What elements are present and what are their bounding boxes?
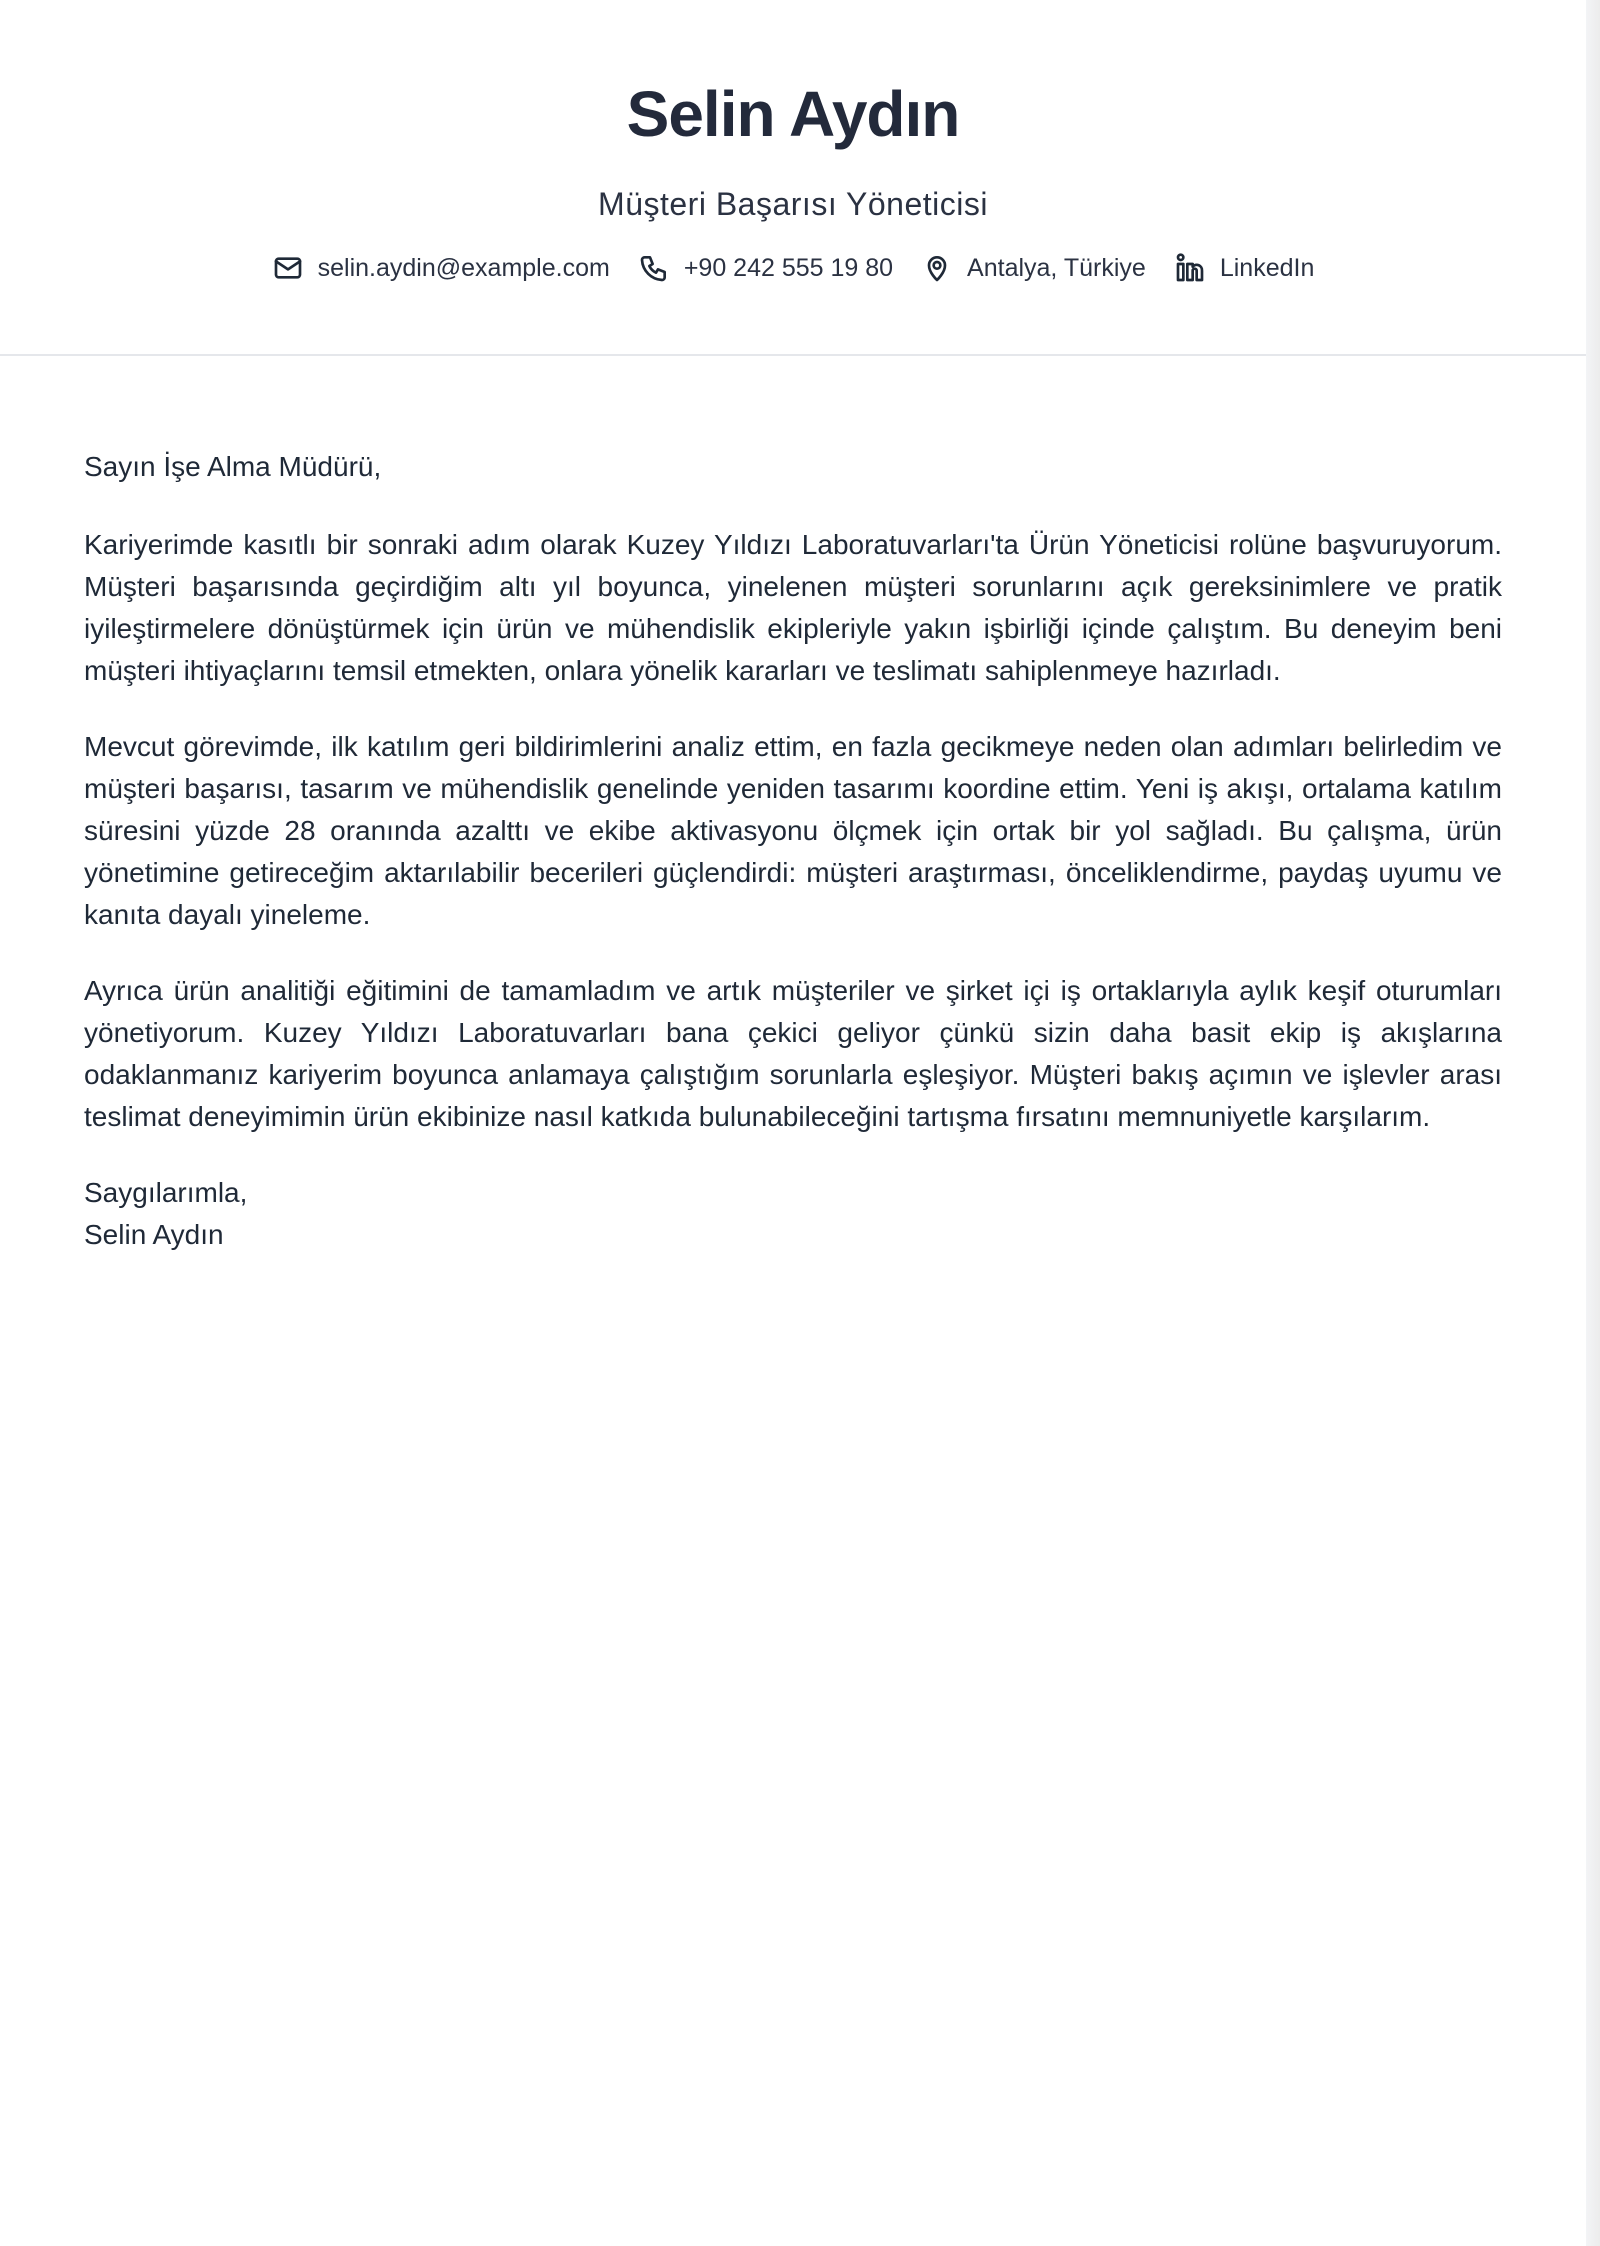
paragraph-1: Kariyerimde kasıtlı bir sonraki adım olarak Kuzey Yıldızı Laboratuvarları'ta Ürün Yöneticisi rolüne başvuruyorum. Müşteri başarısında geçirdiğim altı yıl boyunca, yinelenen müşteri sorunlarını açık gereksinimlere ve pratik iyileştirmelere dönüştürmek için ürün ve mühendislik ekipleriyle yakın işbirliği içinde çalıştım. Bu deneyim beni müşteri ihtiyaçlarını temsil etmekten, onlara yönelik kararları ve teslimatı sahiplenmeye hazırladı.	[84, 529, 1502, 686]
contact-linkedin[interactable]	[1174, 252, 1315, 284]
salutation: Sayın İşe Alma Müdürü,	[84, 451, 382, 482]
contact-email[interactable]	[272, 252, 610, 284]
signature: Selin Aydın	[84, 1219, 224, 1250]
phone-text: +90 242 555 19 80	[683, 253, 894, 282]
linkedin-icon	[1174, 252, 1206, 284]
location-text: Antalya, Türkiye	[967, 253, 1146, 282]
closing: Saygılarımla,	[84, 1177, 248, 1208]
contact-bar	[0, 248, 1586, 288]
location-pin-icon	[921, 252, 953, 284]
letter-body	[0, 356, 1586, 1256]
paragraph-3: Ayrıca ürün analitiği eğitimini de tamamladım ve artık müşteriler ve şirket içi iş ortaklarıyla aylık keşif oturumları yönetiyorum. Kuzey Yıldızı Laboratuvarları bana çekici geliyor çünkü sizin daha basit ekip iş akışlarına odaklanmanız kariyerim boyunca anlamaya çalıştığım sorunlarla eşleşiyor. Müşteri bakış açımın ve işlevler arası teslimat deneyimimin ürün ekibinize nasıl katkıda bulunabileceğini tartışma fırsatını memnuniyetle karşılarım.	[84, 975, 1502, 1132]
job-title: Müşteri Başarısı Yöneticisi	[598, 186, 988, 222]
linkedin-text: LinkedIn	[1219, 253, 1315, 282]
page-edge	[1586, 0, 1600, 2246]
contact-phone[interactable]	[638, 252, 893, 284]
letter-header	[0, 0, 1586, 356]
contact-location	[921, 252, 1146, 284]
mail-icon	[272, 252, 304, 284]
paragraph-2: Mevcut görevimde, ilk katılım geri bildirimlerini analiz ettim, en fazla gecikmeye neden olan adımları belirledim ve müşteri başarısı, tasarım ve mühendislik genelinde yeniden tasarımı koordine ettim. Yeni iş akışı, ortalama katılım süresini yüzde 28 oranında azalttı ve ekibe aktivasyonu ölçmek için ortak bir yol sağladı. Bu çalışma, ürün yönetimine getireceğim aktarılabilir becerileri güçlendirdi: müşteri araştırması, önceliklendirme, paydaş uyumu ve kanıta dayalı yineleme.	[84, 731, 1502, 930]
email-text: selin.aydin@example.com	[317, 253, 610, 282]
phone-icon	[638, 252, 670, 284]
applicant-name: Selin Aydın	[626, 78, 960, 150]
